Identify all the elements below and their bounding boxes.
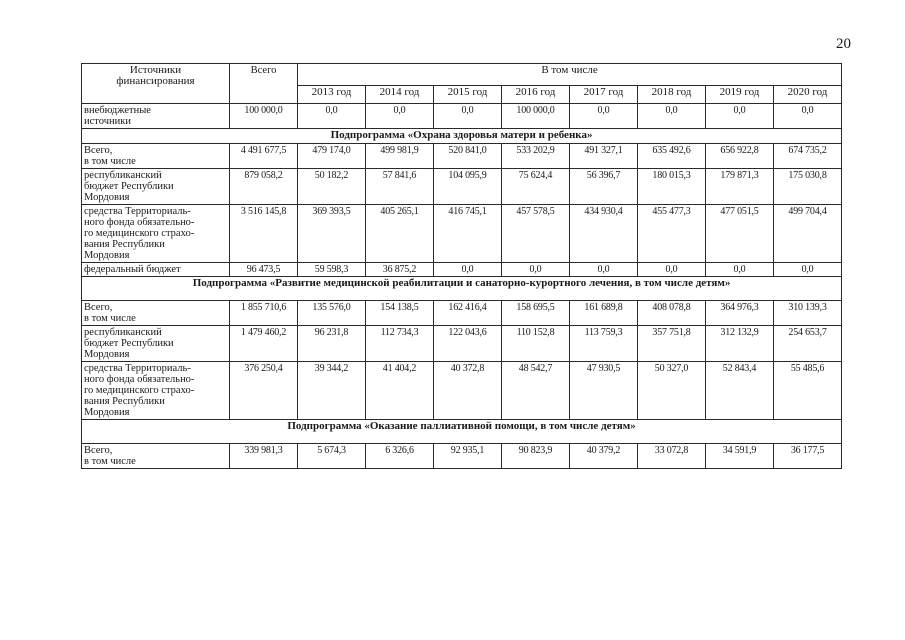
- year-value-cell: 0,0: [434, 263, 502, 277]
- year-value-cell: 405 265,1: [366, 205, 434, 263]
- year-value-cell: 122 043,6: [434, 326, 502, 362]
- row-label-line: внебюджетные: [84, 105, 151, 116]
- header-year: 2017 год: [570, 86, 638, 104]
- table-row: [82, 205, 842, 263]
- year-value-cell: 90 823,9: [502, 444, 570, 469]
- year-value-cell: 96 231,8: [298, 326, 366, 362]
- year-value-cell: 0,0: [706, 104, 774, 129]
- row-label-line: в том числе: [84, 456, 136, 467]
- row-label: [82, 104, 230, 129]
- year-value-cell: 112 734,3: [366, 326, 434, 362]
- table-row: [82, 362, 842, 420]
- year-value-cell: 491 327,1: [570, 144, 638, 169]
- year-value-cell: 499 704,4: [774, 205, 842, 263]
- row-label-line: бюджет Республики: [84, 181, 174, 192]
- header-year: 2015 год: [434, 86, 502, 104]
- header-source: Источники финансирования: [82, 64, 230, 104]
- table-row: [82, 144, 842, 169]
- year-value-cell: 175 030,8: [774, 169, 842, 205]
- year-value-cell: 0,0: [298, 104, 366, 129]
- row-label-line: средства Территориаль-: [84, 363, 191, 374]
- row-label-line: Всего,: [84, 145, 113, 156]
- year-value-cell: 41 404,2: [366, 362, 434, 420]
- row-label: [82, 144, 230, 169]
- header-year: 2013 год: [298, 86, 366, 104]
- year-value-cell: 56 396,7: [570, 169, 638, 205]
- year-value-cell: 40 372,8: [434, 362, 502, 420]
- year-value-cell: 75 624,4: [502, 169, 570, 205]
- year-value-cell: 50 327,0: [638, 362, 706, 420]
- year-value-cell: 158 695,5: [502, 301, 570, 326]
- year-value-cell: 48 542,7: [502, 362, 570, 420]
- row-label-line: Мордовия: [84, 250, 130, 261]
- year-value-cell: 57 841,6: [366, 169, 434, 205]
- row-label-line: го медицинского страхо-: [84, 228, 195, 239]
- year-value-cell: 312 132,9: [706, 326, 774, 362]
- subprogram-title: Подпрограмма «Оказание паллиативной помощи, в том числе детям»: [82, 420, 842, 444]
- row-label: [82, 301, 230, 326]
- year-value-cell: 52 843,4: [706, 362, 774, 420]
- subprogram-row: [82, 129, 842, 144]
- year-value-cell: 50 182,2: [298, 169, 366, 205]
- row-label-line: го медицинского страхо-: [84, 385, 195, 396]
- year-value-cell: 55 485,6: [774, 362, 842, 420]
- row-label-line: в том числе: [84, 313, 136, 324]
- row-label-line: вания Республики: [84, 239, 165, 250]
- year-value-cell: 0,0: [570, 104, 638, 129]
- row-label-line: Мордовия: [84, 192, 130, 203]
- year-value-cell: 180 015,3: [638, 169, 706, 205]
- year-value-cell: 33 072,8: [638, 444, 706, 469]
- header-including: В том числе: [298, 64, 842, 86]
- row-label-line: республиканский: [84, 327, 162, 338]
- row-label: [82, 205, 230, 263]
- year-value-cell: 364 976,3: [706, 301, 774, 326]
- year-value-cell: 154 138,5: [366, 301, 434, 326]
- table-row: [82, 444, 842, 469]
- row-label-line: в том числе: [84, 156, 136, 167]
- year-value-cell: 135 576,0: [298, 301, 366, 326]
- row-label: [82, 263, 230, 277]
- year-value-cell: 310 139,3: [774, 301, 842, 326]
- total-cell: 3 516 145,8: [230, 205, 298, 263]
- header-year: 2014 год: [366, 86, 434, 104]
- year-value-cell: 0,0: [502, 263, 570, 277]
- table-row: [82, 169, 842, 205]
- total-cell: 376 250,4: [230, 362, 298, 420]
- year-value-cell: 434 930,4: [570, 205, 638, 263]
- row-label-line: вания Республики: [84, 396, 165, 407]
- subprogram-row: [82, 420, 842, 444]
- total-cell: 96 473,5: [230, 263, 298, 277]
- year-value-cell: 59 598,3: [298, 263, 366, 277]
- row-label-line: Мордовия: [84, 407, 130, 418]
- year-value-cell: 104 095,9: [434, 169, 502, 205]
- year-value-cell: 520 841,0: [434, 144, 502, 169]
- year-value-cell: 40 379,2: [570, 444, 638, 469]
- row-label-line: Мордовия: [84, 349, 130, 360]
- year-value-cell: 0,0: [774, 104, 842, 129]
- table-row: [82, 326, 842, 362]
- year-value-cell: 0,0: [638, 104, 706, 129]
- header-year: 2019 год: [706, 86, 774, 104]
- year-value-cell: 479 174,0: [298, 144, 366, 169]
- year-value-cell: 357 751,8: [638, 326, 706, 362]
- row-label-line: федеральный бюджет: [84, 264, 181, 275]
- year-value-cell: 0,0: [774, 263, 842, 277]
- total-cell: 339 981,3: [230, 444, 298, 469]
- header-year: 2016 год: [502, 86, 570, 104]
- year-value-cell: 162 416,4: [434, 301, 502, 326]
- year-value-cell: 254 653,7: [774, 326, 842, 362]
- year-value-cell: 674 735,2: [774, 144, 842, 169]
- year-value-cell: 0,0: [638, 263, 706, 277]
- year-value-cell: 499 981,9: [366, 144, 434, 169]
- row-label-line: ного фонда обязательно-: [84, 374, 195, 385]
- header-year: 2018 год: [638, 86, 706, 104]
- year-value-cell: 36 875,2: [366, 263, 434, 277]
- row-label: [82, 444, 230, 469]
- row-label: [82, 362, 230, 420]
- header-total: Всего: [230, 64, 298, 104]
- year-value-cell: 110 152,8: [502, 326, 570, 362]
- year-value-cell: 5 674,3: [298, 444, 366, 469]
- year-value-cell: 36 177,5: [774, 444, 842, 469]
- row-label-line: республиканский: [84, 170, 162, 181]
- year-value-cell: 533 202,9: [502, 144, 570, 169]
- table-row: [82, 301, 842, 326]
- year-value-cell: 34 591,9: [706, 444, 774, 469]
- year-value-cell: 635 492,6: [638, 144, 706, 169]
- row-label: [82, 326, 230, 362]
- total-cell: 1 855 710,6: [230, 301, 298, 326]
- year-value-cell: 408 078,8: [638, 301, 706, 326]
- year-value-cell: 0,0: [434, 104, 502, 129]
- year-value-cell: 416 745,1: [434, 205, 502, 263]
- year-value-cell: 656 922,8: [706, 144, 774, 169]
- header-year: 2020 год: [774, 86, 842, 104]
- year-value-cell: 0,0: [366, 104, 434, 129]
- table-row: [82, 104, 842, 129]
- year-value-cell: 179 871,3: [706, 169, 774, 205]
- row-label-line: средства Территориаль-: [84, 206, 191, 217]
- year-value-cell: 113 759,3: [570, 326, 638, 362]
- total-cell: 100 000,0: [230, 104, 298, 129]
- year-value-cell: 92 935,1: [434, 444, 502, 469]
- subprogram-title: Подпрограмма «Охрана здоровья матери и ребенка»: [82, 129, 842, 144]
- total-cell: 879 058,2: [230, 169, 298, 205]
- row-label: [82, 169, 230, 205]
- row-label-line: Всего,: [84, 445, 113, 456]
- year-value-cell: 457 578,5: [502, 205, 570, 263]
- page-number: 20: [836, 36, 851, 52]
- year-value-cell: 161 689,8: [570, 301, 638, 326]
- year-value-cell: 455 477,3: [638, 205, 706, 263]
- financing-table: [81, 63, 842, 469]
- subprogram-row: [82, 277, 842, 301]
- subprogram-title: Подпрограмма «Развитие медицинской реабилитации и санаторно-курортного лечения, в том числе детям»: [82, 277, 842, 301]
- year-value-cell: 0,0: [706, 263, 774, 277]
- row-label-line: источники: [84, 116, 131, 127]
- year-value-cell: 100 000,0: [502, 104, 570, 129]
- year-value-cell: 477 051,5: [706, 205, 774, 263]
- year-value-cell: 47 930,5: [570, 362, 638, 420]
- row-label-line: Всего,: [84, 302, 113, 313]
- year-value-cell: 369 393,5: [298, 205, 366, 263]
- year-value-cell: 6 326,6: [366, 444, 434, 469]
- year-value-cell: 39 344,2: [298, 362, 366, 420]
- total-cell: 1 479 460,2: [230, 326, 298, 362]
- year-value-cell: 0,0: [570, 263, 638, 277]
- total-cell: 4 491 677,5: [230, 144, 298, 169]
- table-row: [82, 263, 842, 277]
- row-label-line: ного фонда обязательно-: [84, 217, 195, 228]
- row-label-line: бюджет Республики: [84, 338, 174, 349]
